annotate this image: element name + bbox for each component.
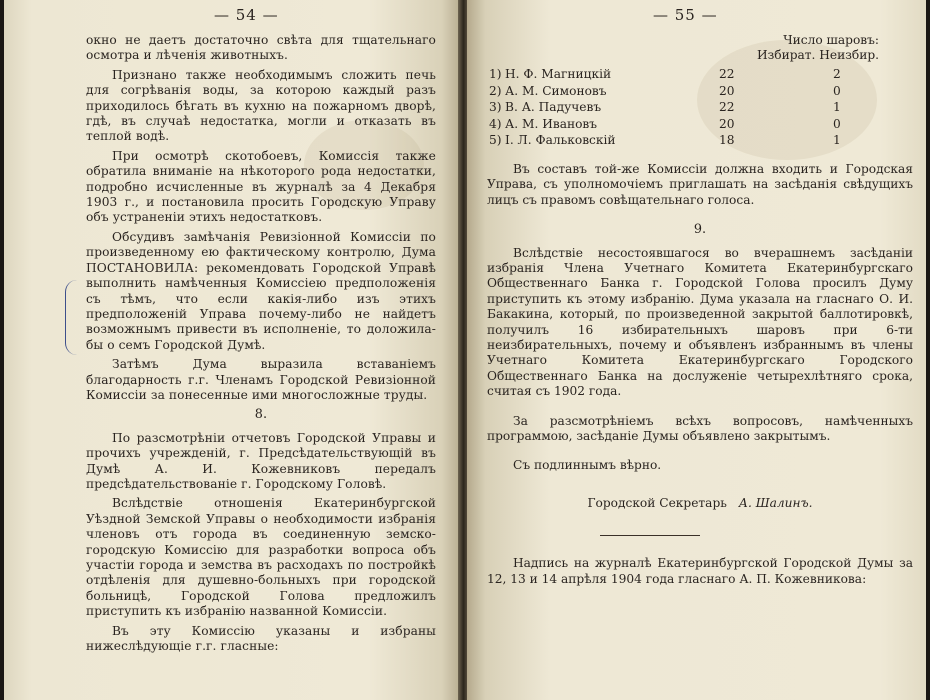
right-text-column [487,33,913,591]
right-page [467,0,926,700]
votes-row-name: І. Л. Фальковскій [505,133,616,148]
votes-row-number: 2) [489,83,502,98]
paragraph: За разсмотрѣніемъ всѣхъ вопросовъ, намѣченныхъ программою, засѣданіе Думы объявлено закрытымъ. [487,413,913,444]
votes-row [487,117,913,134]
votes-row-for: 22 [719,100,735,115]
paragraph: Въ эту Комиссію указаны и избраны нижеслѣдующіе г.г. гласные: [86,623,436,654]
paragraph: Вслѣдствіе отношенія Екатеринбургской Уѣздной Земской Управы о необходимости избранія членовъ отъ города въ соединенную земско-городскую Комиссію для разработки вопроса объ участіи города и земства въ расходахъ по постройкѣ отдѣленія для душевно-больныхъ при городской больницѣ, Городской Голова предложилъ приступить къ избранію названной Комиссіи. [86,496,436,619]
votes-row-for: 20 [719,116,735,131]
votes-row [487,84,913,101]
votes-row-number: 5) [489,133,502,148]
paragraph: По разсмотрѣніи отчетовъ Городской Управы и прочихъ учрежденій, г. Предсѣдательствующій въ Думѣ А. И. Кожевниковъ передалъ предсѣдательствованіе г. Городскому Головѣ. [86,430,436,491]
votes-row [487,67,913,84]
paragraph: Обсудивъ замѣчанія Ревизіонной Комиссіи по произведенному ею фактическому контролю, Дума ПОСТАНОВИЛА: рекомендовать Городской Управѣ выполнить намѣченныя Комиссіею предположенія съ тѣмъ, что если какія-либо изъ этихъ предположеній Управа почему-либо не найдетъ возможнымъ привести въ исполненіе, то доложила-бы о семъ Городской Думѣ. [86,229,436,352]
votes-row-against: 2 [833,67,841,81]
paragraph: Въ составъ той-же Комиссіи должна входить и Городская Управа, съ уполномочіемъ приглашать на засѣданія свѣдущихъ лицъ съ правомъ совѣщательнаго голоса. [487,161,913,207]
votes-row-name: А. М. Симоновъ [505,83,607,98]
votes-header-title: Число шаровъ: [783,33,879,47]
votes-row-against: 0 [833,116,841,131]
votes-row-for: 22 [719,67,735,81]
votes-row-against: 1 [833,133,841,148]
votes-header-columns: Избират. Неизбир. [756,48,879,62]
votes-row [487,100,913,117]
divider [600,535,700,536]
paragraph: Затѣмъ Дума выразила вставаніемъ благодарность г.г. Членамъ Городской Ревизіонной Комиссіи за понесенные ими многосложные труды. [86,357,436,402]
inscription-note: Надпись на журналѣ Екатеринбургской Городской Думы за 12, 13 и 14 апрѣля 1904 года гласнаго А. П. Кожевникова: [487,556,913,586]
signature-line [487,496,913,511]
left-page-number: — 54 — [214,6,279,24]
votes-row-against: 0 [833,83,841,98]
secretary-name: А. Шалинъ. [738,495,813,510]
paragraph: При осмотрѣ скотобоевъ, Комиссія также обратила вниманіе на нѣкоторого рода недостатки, подробно исчисленные въ журналѣ за 4 Декабря 1903 г., и постановила просить Городскую Управу объ устраненіи этихъ недостатковъ. [86,148,436,225]
margin-pencil-bracket [65,280,78,355]
votes-table [487,67,913,150]
paragraph: окно не даетъ достаточно свѣта для тщательнаго осмотра и лѣченія животныхъ. [86,33,436,63]
right-page-number: — 55 — [653,6,718,24]
left-page [4,0,460,700]
votes-row-for: 18 [719,133,735,148]
votes-row-for: 20 [719,83,735,98]
section-number: 9. [693,222,707,238]
section-number: 8. [254,407,268,423]
votes-row-against: 1 [833,100,841,115]
certified-note: Съ подлиннымъ вѣрно. [513,458,662,473]
votes-row-name: Н. Ф. Магницкій [505,67,612,81]
left-text-column [86,33,436,658]
secretary-title: Городской Секретарь [587,495,727,510]
votes-row [487,133,913,150]
votes-header [487,33,913,63]
votes-row-number: 4) [489,116,502,131]
votes-row-number: 1) [489,67,502,81]
votes-row-name: А. М. Ивановъ [505,116,598,131]
votes-row-name: В. А. Падучевъ [505,100,602,115]
votes-row-number: 3) [489,100,502,115]
paragraph: Признано также необходимымъ сложить печь для согрѣванія воды, за которою каждый разъ приходилось бѣгать въ кухню на пожарномъ дворѣ, гдѣ, въ случаѣ недостатка, могли и отказать въ теплой водѣ. [86,67,436,144]
paragraph: Вслѣдствіе несостоявшагося во вчерашнемъ засѣданіи избранія Члена Учетнаго Комитета Екатеринбургскаго Общественнаго Банка г. Городской Голова просилъ Думу приступить къ этому избранію. Дума указала на гласнаго О. И. Бакакина, который, по произведенной закрытой баллотировкѣ, получилъ 16 избирательныхъ шаровъ при 6-ти неизбирательныхъ, почему и объявленъ избраннымъ въ члены Учетнаго Комитета Екатеринбургскаго Городского Общественнаго Банка на дослуженіе четырехлѣтняго срока, считая съ 1902 года. [487,245,913,399]
